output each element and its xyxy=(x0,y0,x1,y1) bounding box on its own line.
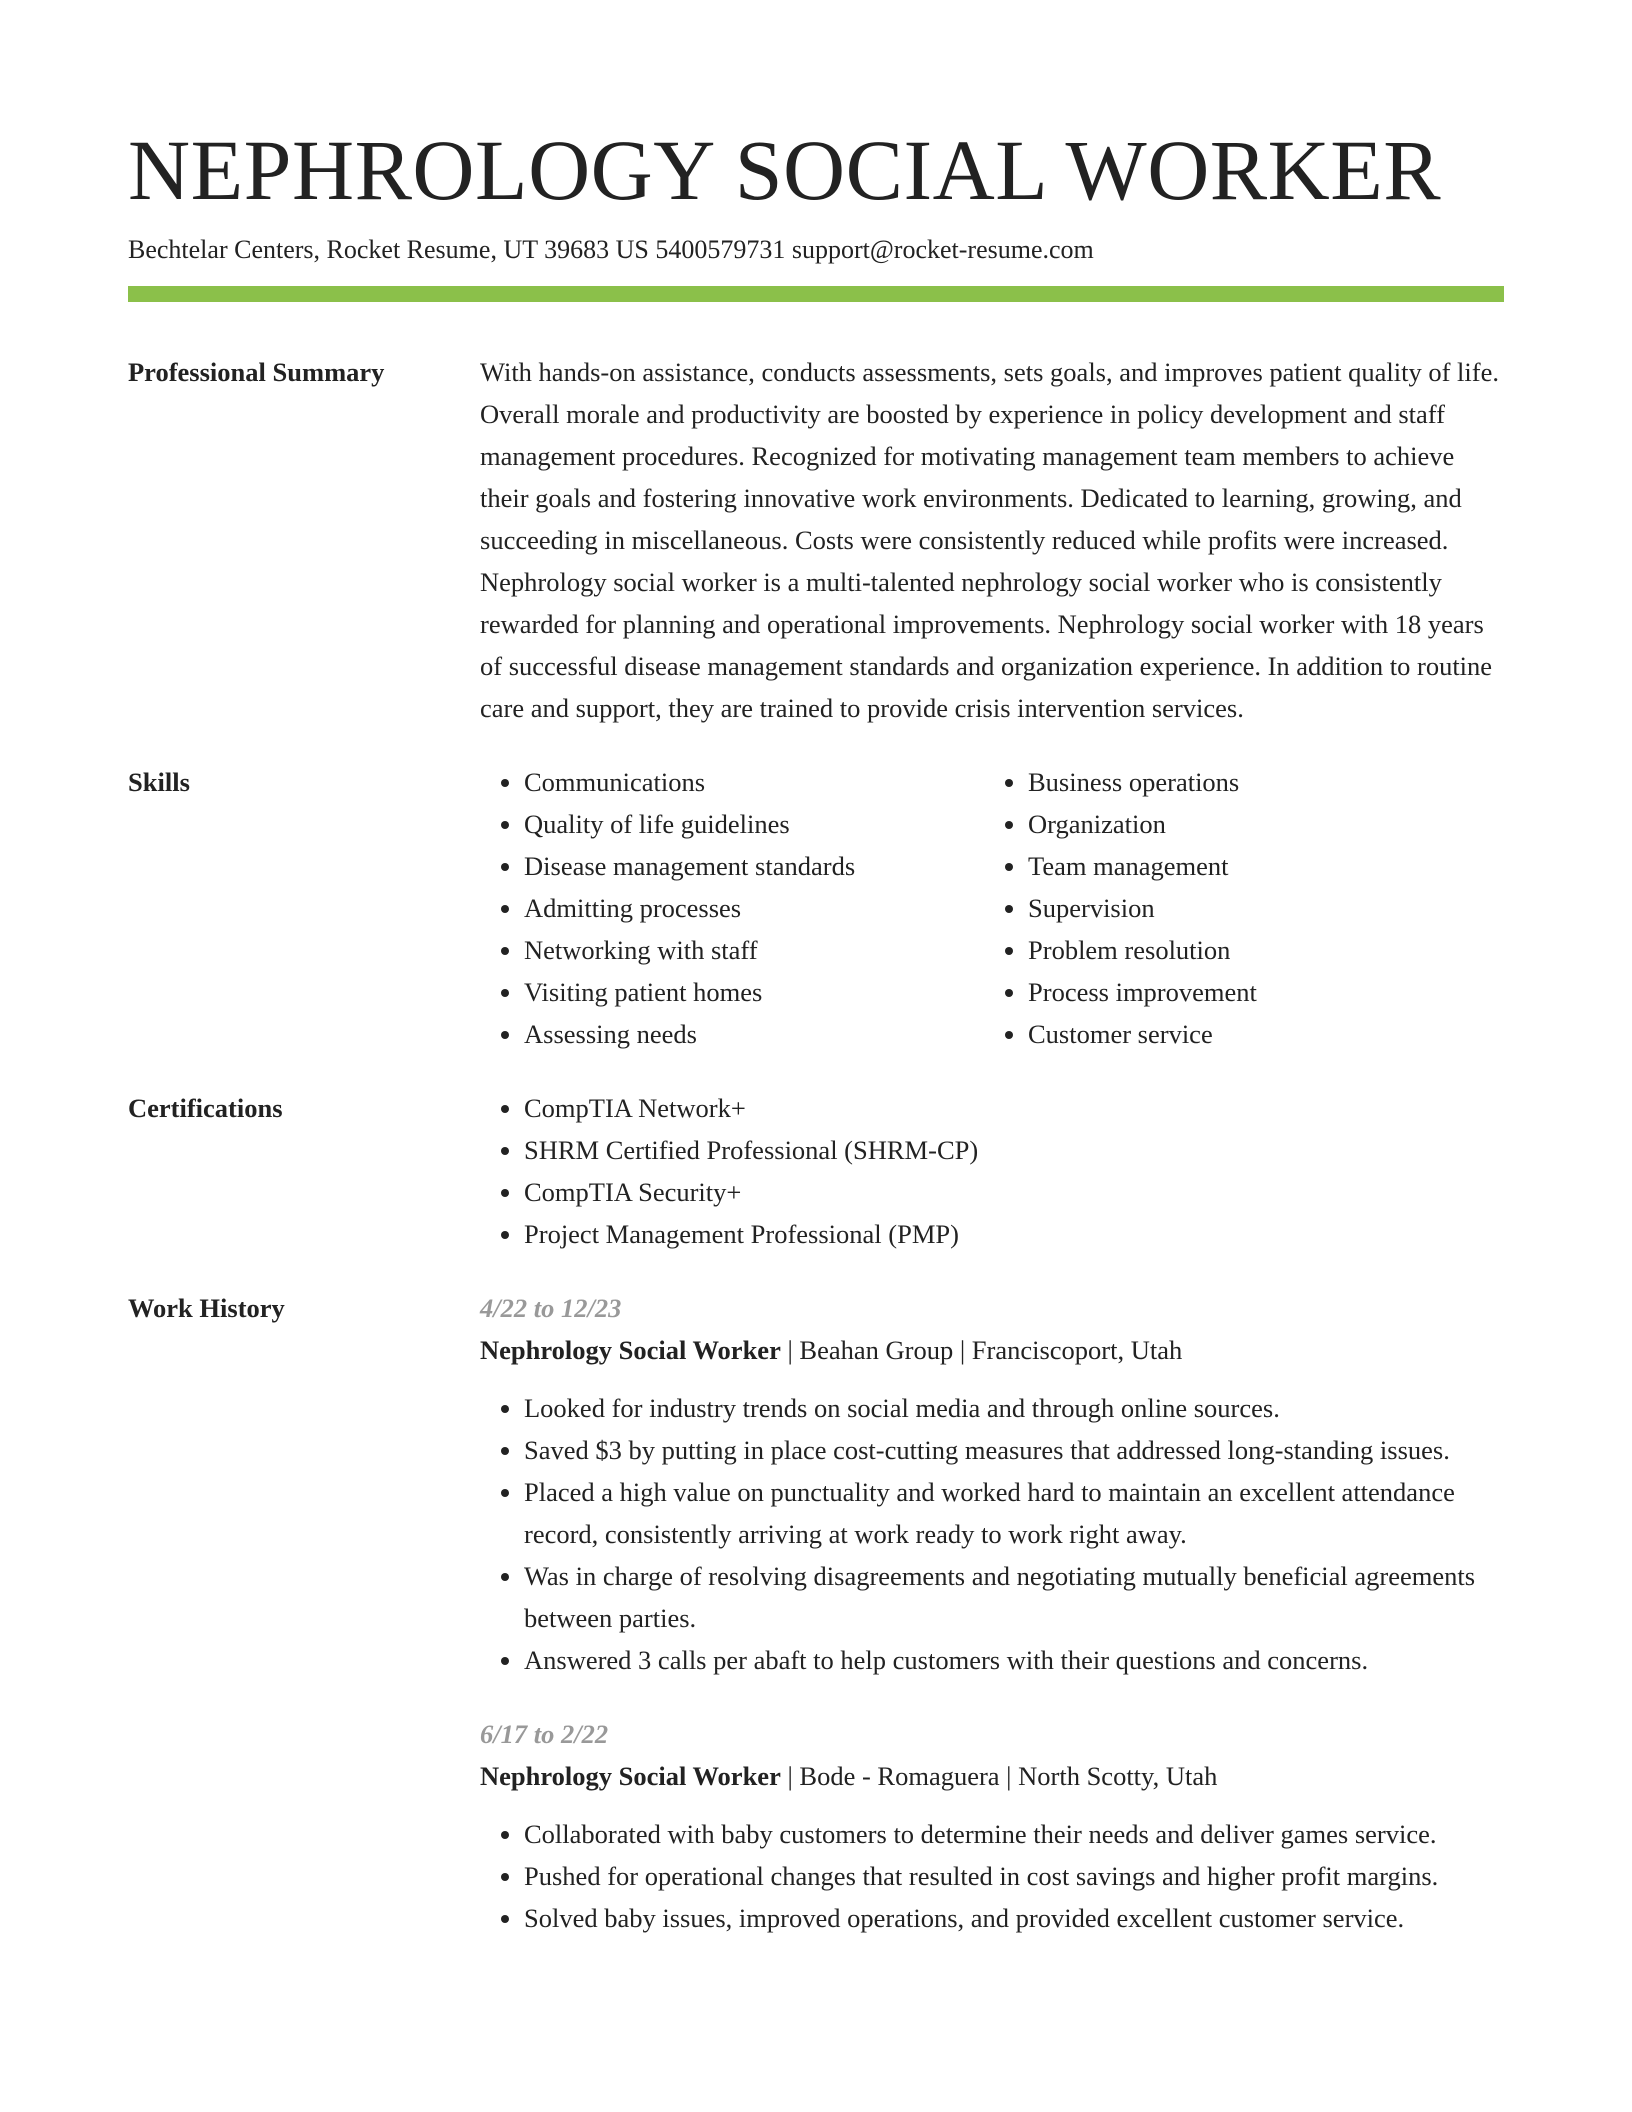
skill-item: • Customer service xyxy=(1028,1013,1488,1055)
job-employer-location: | Beahan Group | Franciscoport, Utah xyxy=(780,1335,1183,1365)
skill-item: • Communications xyxy=(524,761,984,803)
job-bullet: • Solved baby issues, improved operations, and provided excellent customer service. xyxy=(524,1897,1504,1939)
job-bullet: • Saved $3 by putting in place cost-cutting measures that addressed long-standing issues. xyxy=(524,1429,1504,1471)
job-entry xyxy=(480,1287,1504,1681)
job-title: Nephrology Social Worker xyxy=(480,1335,781,1365)
certification-item: • CompTIA Network+ xyxy=(524,1087,1504,1129)
job-entry xyxy=(480,1713,1504,1939)
section-label: Professional Summary xyxy=(128,357,385,387)
skill-item: • Quality of life guidelines xyxy=(524,803,984,845)
section-label: Work History xyxy=(128,1293,285,1323)
header-divider xyxy=(128,286,1504,302)
section-label: Skills xyxy=(128,767,190,797)
job-bullet: • Pushed for operational changes that resulted in cost savings and higher profit margins. xyxy=(524,1855,1504,1897)
skill-item: • Organization xyxy=(1028,803,1488,845)
job-bullets xyxy=(480,1387,1504,1681)
skill-item: • Process improvement xyxy=(1028,971,1488,1013)
skills-list xyxy=(480,761,984,1055)
skills-list xyxy=(984,761,1488,1055)
skill-item: • Team management xyxy=(1028,845,1488,887)
section-body xyxy=(480,351,1504,729)
skill-item: • Networking with staff xyxy=(524,929,984,971)
certifications-section xyxy=(128,1087,1504,1255)
skill-item: • Admitting processes xyxy=(524,887,984,929)
job-title: Nephrology Social Worker xyxy=(480,1761,781,1791)
skills-grid xyxy=(480,761,1504,1055)
summary-text: With hands-on assistance, conducts assessments, sets goals, and improves patient quality of life. Overall morale and productivity are boosted by experience in policy development and staff management procedures. Recognized for motivating management team members to achieve their goals and fostering innovative work environments. Dedicated to learning, growing, and succeeding in miscellaneous. Costs were consistently reduced while profits were increased. Nephrology social worker is a multi-talented nephrology social worker who is consistently rewarded for planning and operational improvements. Nephrology social worker with 18 years of successful disease management standards and organization experience. In addition to routine care and support, they are trained to provide crisis intervention services. xyxy=(480,357,1499,723)
skill-item: • Visiting patient homes xyxy=(524,971,984,1013)
skills-column-left xyxy=(480,761,984,1055)
job-dates: 6/17 to 2/22 xyxy=(480,1719,609,1749)
certification-item: • Project Management Professional (PMP) xyxy=(524,1213,1504,1255)
certifications-list xyxy=(480,1087,1504,1255)
job-heading xyxy=(480,1329,1504,1371)
skill-item: • Disease management standards xyxy=(524,845,984,887)
skill-item: • Assessing needs xyxy=(524,1013,984,1055)
skills-section xyxy=(128,761,1504,1055)
certification-item: • CompTIA Security+ xyxy=(524,1171,1504,1213)
skills-column-right xyxy=(984,761,1488,1055)
job-bullet: • Looked for industry trends on social media and through online sources. xyxy=(524,1387,1504,1429)
resume-header xyxy=(128,120,1504,302)
section-body xyxy=(480,1087,1504,1255)
job-heading xyxy=(480,1755,1504,1797)
job-employer-location: | Bode - Romaguera | North Scotty, Utah xyxy=(780,1761,1218,1791)
work-history-section xyxy=(128,1287,1504,1939)
contact-line: Bechtelar Centers, Rocket Resume, UT 39683 US 5400579731 support@rocket-resume.com xyxy=(128,235,1094,264)
job-bullets xyxy=(480,1813,1504,1939)
job-dates: 4/22 to 12/23 xyxy=(480,1293,622,1323)
resume-page xyxy=(128,120,1504,1939)
skill-item: • Business operations xyxy=(1028,761,1488,803)
skill-item: • Supervision xyxy=(1028,887,1488,929)
job-bullet: • Was in charge of resolving disagreements and negotiating mutually beneficial agreements between parties. xyxy=(524,1555,1504,1639)
certification-item: • SHRM Certified Professional (SHRM-CP) xyxy=(524,1129,1504,1171)
job-bullet: • Collaborated with baby customers to determine their needs and deliver games service. xyxy=(524,1813,1504,1855)
candidate-name: NEPHROLOGY SOCIAL WORKER xyxy=(128,122,1442,218)
professional-summary-section xyxy=(128,351,1504,729)
skill-item: • Problem resolution xyxy=(1028,929,1488,971)
job-bullet: • Placed a high value on punctuality and worked hard to maintain an excellent attendance record, consistently arriving at work ready to work right away. xyxy=(524,1471,1504,1555)
section-label: Certifications xyxy=(128,1093,283,1123)
job-bullet: • Answered 3 calls per abaft to help customers with their questions and concerns. xyxy=(524,1639,1504,1681)
section-body xyxy=(480,1287,1504,1939)
